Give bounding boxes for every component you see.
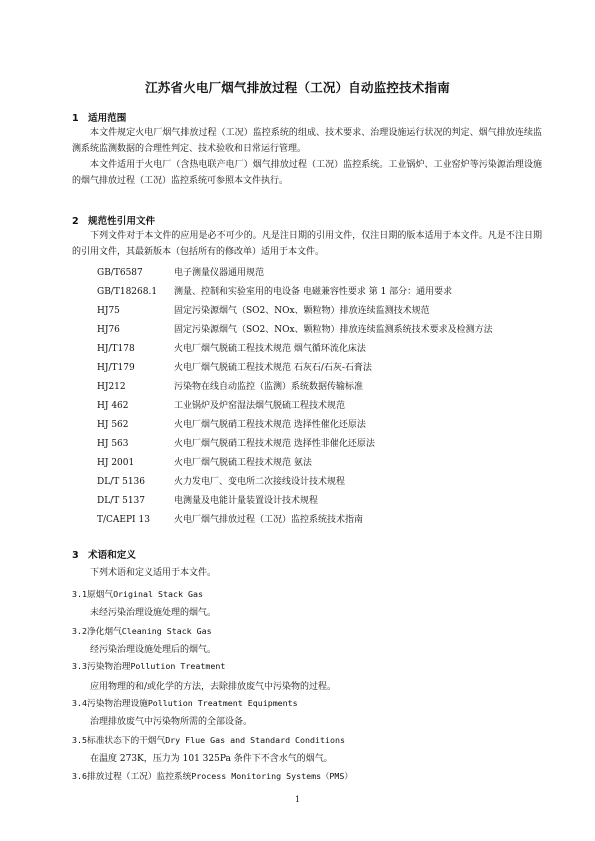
reference-row bbox=[97, 341, 366, 354]
reference-code: HJ75 bbox=[97, 306, 120, 316]
term-en: Pollution Treatment Equipments bbox=[147, 698, 298, 708]
section-heading-1 bbox=[72, 110, 126, 124]
section-heading-3 bbox=[72, 547, 136, 561]
section-heading-2 bbox=[72, 213, 155, 227]
term-definition: 治理排放废气中污染物所需的全部设备。 bbox=[90, 717, 253, 727]
term-number: 3.3 bbox=[72, 661, 87, 671]
term-number: 3.5 bbox=[72, 735, 87, 745]
reference-row bbox=[97, 379, 363, 392]
reference-code: T/CAEPI 13 bbox=[97, 515, 150, 525]
term-number: 3.6 bbox=[72, 771, 87, 781]
reference-code: HJ/T178 bbox=[97, 344, 135, 354]
paragraph: 本文件规定火电厂烟气排放过程（工况）监控系统的组成、技术要求、治理设施运行状况的判定、烟气排放连续监测系统监测数据的合理性判定、技术验收和日常运行管理。 bbox=[72, 128, 542, 154]
term-definition: 未经污染治理设施处理的烟气。 bbox=[90, 608, 217, 618]
term-cn: 净化烟气 bbox=[87, 627, 122, 637]
reference-row bbox=[97, 417, 366, 430]
reference-code: DL/T 5137 bbox=[97, 496, 145, 506]
term-heading bbox=[72, 734, 345, 746]
term-definition: 在温度 273K，压力为 101 325Pa 条件下不含水气的烟气。 bbox=[90, 754, 333, 764]
reference-row bbox=[97, 455, 312, 468]
term-cn: 排放过程（工况）监控系统 bbox=[87, 772, 192, 782]
term-en: Cleaning Stack Gas bbox=[121, 626, 212, 636]
reference-title: 固定污染源烟气（SO2、NOx、颗粒物）排放连续监测系统技术要求及检测方法 bbox=[174, 325, 493, 335]
term-en: Dry Flue Gas and Standard Conditions bbox=[165, 735, 346, 745]
reference-title: 火电厂烟气脱硫工程技术规范 烟气循环流化床法 bbox=[174, 344, 366, 354]
reference-row bbox=[97, 398, 345, 411]
section-title: 术语和定义 bbox=[88, 550, 136, 561]
reference-code: HJ 562 bbox=[97, 420, 129, 430]
term-definition: 经污染治理设施处理后的烟气。 bbox=[90, 645, 217, 655]
term-cn: 标准状态下的干烟气 bbox=[87, 736, 166, 746]
reference-code: DL/T 5136 bbox=[97, 477, 145, 487]
document-title: 江苏省火电厂烟气排放过程（工况）自动监控技术指南 bbox=[145, 80, 450, 95]
reference-row bbox=[97, 303, 430, 316]
reference-title: 测量、控制和实验室用的电设备 电磁兼容性要求 第 1 部分：通用要求 bbox=[174, 287, 453, 297]
reference-row bbox=[97, 493, 318, 506]
reference-title: 火电厂烟气脱硝工程技术规范 选择性非催化还原法 bbox=[174, 439, 375, 449]
reference-title: 火电厂烟气脱硫工程技术规范 石灰石/石灰-石膏法 bbox=[174, 363, 372, 373]
reference-title: 火电厂烟气脱硫工程技术规范 氨法 bbox=[174, 458, 312, 468]
term-cn: 原烟气 bbox=[87, 590, 114, 600]
reference-row bbox=[97, 284, 452, 297]
term-en: Pollution Treatment bbox=[130, 661, 226, 671]
reference-title: 工业锅炉及炉窑湿法烟气脱硫工程技术规范 bbox=[174, 401, 346, 411]
reference-row bbox=[97, 322, 493, 335]
section-title: 规范性引用文件 bbox=[88, 216, 156, 227]
term-heading bbox=[72, 588, 203, 600]
reference-row bbox=[97, 474, 345, 487]
reference-code: HJ 563 bbox=[97, 439, 129, 449]
term-heading bbox=[72, 625, 212, 637]
term-number: 3.2 bbox=[72, 626, 87, 636]
paragraph: 下列术语和定义适用于本文件。 bbox=[90, 568, 217, 578]
reference-title: 污染物在线自动监控（监测）系统数据传输标准 bbox=[174, 382, 364, 392]
reference-code: HJ76 bbox=[97, 325, 120, 335]
reference-code: HJ 462 bbox=[97, 401, 129, 411]
reference-row bbox=[97, 360, 372, 373]
reference-row bbox=[97, 265, 264, 278]
term-number: 3.1 bbox=[72, 589, 87, 599]
section-number: 3 bbox=[72, 550, 79, 561]
term-definition: 应用物理的和/或化学的方法，去除排放废气中污染物的过程。 bbox=[90, 682, 337, 692]
reference-title: 火电厂烟气排放过程（工况）监控系统技术指南 bbox=[174, 515, 364, 525]
reference-code: HJ/T179 bbox=[97, 363, 135, 373]
section-number: 1 bbox=[72, 113, 79, 124]
reference-code: HJ 2001 bbox=[97, 458, 135, 468]
reference-code: HJ212 bbox=[97, 382, 126, 392]
term-number: 3.4 bbox=[72, 698, 87, 708]
reference-row bbox=[97, 512, 363, 525]
section-number: 2 bbox=[72, 216, 79, 227]
page-number: 1 bbox=[294, 795, 301, 804]
term-cn: 污染物治理设施 bbox=[87, 699, 148, 709]
term-heading bbox=[72, 660, 225, 672]
term-en: Original Stack Gas bbox=[113, 589, 203, 599]
reference-title: 火力发电厂、变电所二次接线设计技术规程 bbox=[174, 477, 346, 487]
term-heading bbox=[72, 697, 298, 709]
paragraph: 下列文件对于本文件的应用是必不可少的。凡是注日期的引用文件，仅注日期的版本适用于本文件。凡是不注日期的引用文件，其最新版本（包括所有的修改单）适用于本文件。 bbox=[72, 231, 542, 257]
paragraph: 本文件适用于火电厂（含热电联产电厂）烟气排放过程（工况）监控系统。工业锅炉、工业窑炉等污染源治理设施的烟气排放过程（工况）监控系统可参照本文件执行。 bbox=[72, 160, 542, 186]
reference-code: GB/T6587 bbox=[97, 268, 143, 278]
reference-row bbox=[97, 436, 375, 449]
reference-title: 电测量及电能计量装置设计技术规程 bbox=[174, 496, 319, 506]
reference-title: 固定污染源烟气（SO2、NOx、颗粒物）排放连续监测技术规范 bbox=[174, 306, 430, 316]
reference-title: 火电厂烟气脱硝工程技术规范 选择性催化还原法 bbox=[174, 420, 366, 430]
term-cn: 污染物治理 bbox=[87, 662, 131, 672]
section-title: 适用范围 bbox=[88, 113, 127, 124]
reference-code: GB/T18268.1 bbox=[97, 287, 158, 297]
term-heading bbox=[72, 770, 353, 782]
reference-title: 电子测量仪器通用规范 bbox=[174, 268, 265, 278]
term-en: Process Monitoring Systems（PMS） bbox=[191, 771, 353, 781]
